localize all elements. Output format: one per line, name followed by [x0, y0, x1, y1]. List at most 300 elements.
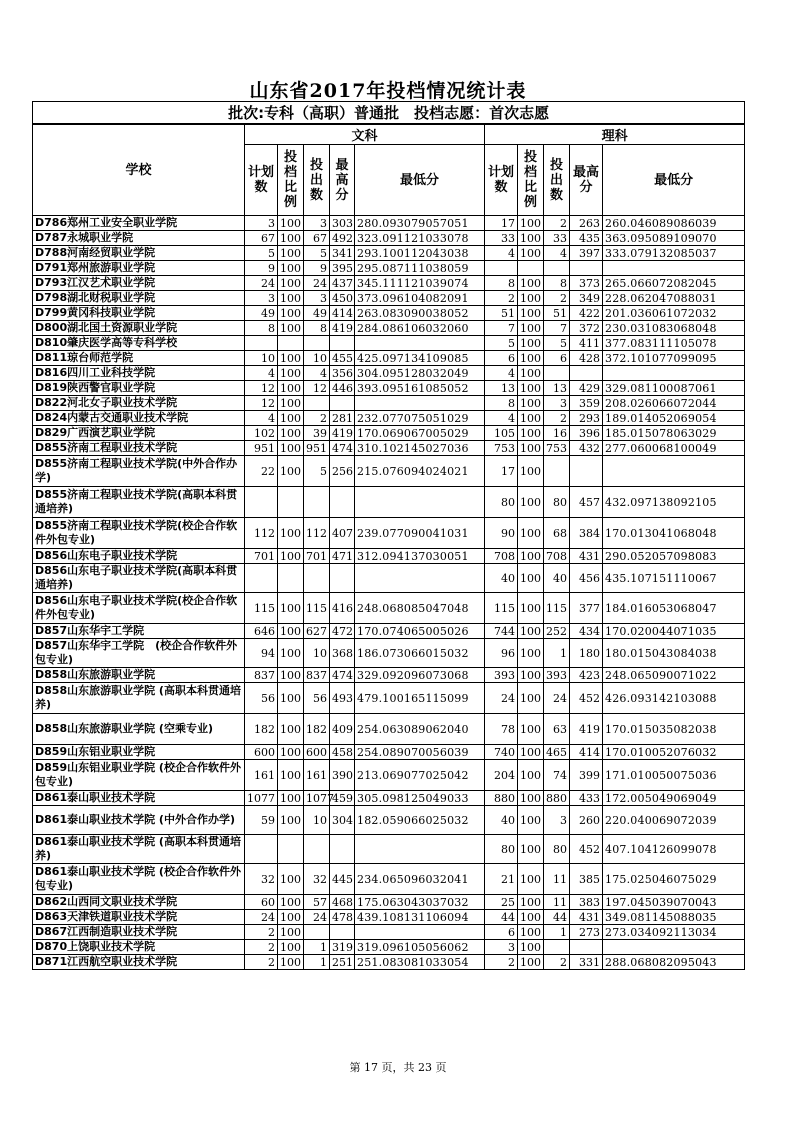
like-out-cell: 708 [544, 549, 570, 564]
like-plan-cell: 204 [485, 760, 518, 791]
like-min-cell: 220.040069072039 [603, 806, 745, 835]
wenke-min-cell: 182.059066025032 [355, 806, 485, 835]
wenke-ratio-cell: 100 [278, 683, 304, 714]
school-name-cell: D816四川工业科技学院 [33, 366, 245, 381]
wenke-min-cell: 251.083081033054 [355, 955, 485, 970]
like-max-cell: 377 [570, 593, 603, 624]
wenke-max-cell: 414 [330, 306, 355, 321]
wenke-ratio-cell: 100 [278, 366, 304, 381]
like-max-cell: 414 [570, 745, 603, 760]
table-row [33, 351, 745, 366]
like-ratio-cell: 100 [518, 411, 544, 426]
like-out-cell: 80 [544, 487, 570, 518]
like-out-cell: 1 [544, 639, 570, 668]
like-plan-cell: 80 [485, 835, 518, 864]
wenke-min-cell: 479.100165115099 [355, 683, 485, 714]
like-ratio-cell: 100 [518, 624, 544, 639]
wenke-ratio-cell: 100 [278, 925, 304, 940]
wenke-ratio-cell: 100 [278, 231, 304, 246]
school-name-cell: D863天津铁道职业技术学院 [33, 910, 245, 925]
school-name-cell: D861泰山职业技术学院 (中外合作办学) [33, 806, 245, 835]
like-min-cell: 185.015078063029 [603, 426, 745, 441]
table-row [33, 639, 745, 668]
like-plan-cell: 78 [485, 714, 518, 745]
like-plan-cell: 17 [485, 216, 518, 231]
like-max-cell: 349 [570, 291, 603, 306]
wenke-max-header: 最高分 [330, 145, 355, 216]
school-name-cell: D861泰山职业技术学院 [33, 791, 245, 806]
table-row [33, 396, 745, 411]
school-name-cell: D856山东电子职业技术学院(高职本科贯通培养) [33, 564, 245, 593]
table-row [33, 487, 745, 518]
wenke-max-cell: 446 [330, 381, 355, 396]
like-max-cell: 457 [570, 487, 603, 518]
like-max-header: 最高分 [570, 145, 603, 216]
like-out-cell: 393 [544, 668, 570, 683]
like-out-cell: 8 [544, 276, 570, 291]
wenke-out-cell: 2 [304, 411, 330, 426]
wenke-group-header: 文科 [245, 124, 485, 145]
like-min-cell: 172.005049069049 [603, 791, 745, 806]
school-name-cell: D793江汉艺术职业学院 [33, 276, 245, 291]
school-name-cell: D822河北女子职业技术学院 [33, 396, 245, 411]
like-ratio-cell: 100 [518, 396, 544, 411]
wenke-max-cell: 407 [330, 518, 355, 549]
wenke-out-cell: 701 [304, 549, 330, 564]
table-row [33, 456, 745, 487]
wenke-ratio-cell: 100 [278, 246, 304, 261]
like-max-cell: 452 [570, 683, 603, 714]
like-out-cell: 11 [544, 895, 570, 910]
wenke-ratio-cell: 100 [278, 381, 304, 396]
wenke-out-cell: 600 [304, 745, 330, 760]
wenke-out-cell: 182 [304, 714, 330, 745]
like-ratio-header: 投档比例 [518, 145, 544, 216]
like-out-cell: 51 [544, 306, 570, 321]
wenke-plan-header: 计划数 [245, 145, 278, 216]
like-ratio-cell: 100 [518, 683, 544, 714]
school-name-cell: D819陕西警官职业学院 [33, 381, 245, 396]
like-min-cell: 329.081100087061 [603, 381, 745, 396]
wenke-out-cell: 49 [304, 306, 330, 321]
wenke-max-cell: 474 [330, 668, 355, 683]
wenke-out-cell [304, 396, 330, 411]
like-out-cell: 1 [544, 925, 570, 940]
like-out-cell: 3 [544, 396, 570, 411]
table-row [33, 231, 745, 246]
table-row [33, 549, 745, 564]
like-ratio-cell: 100 [518, 895, 544, 910]
like-out-cell: 7 [544, 321, 570, 336]
table-row [33, 925, 745, 940]
like-ratio-cell: 100 [518, 564, 544, 593]
like-ratio-cell: 100 [518, 231, 544, 246]
like-plan-cell: 880 [485, 791, 518, 806]
wenke-min-cell: 345.111121039074 [355, 276, 485, 291]
wenke-out-cell: 951 [304, 441, 330, 456]
like-out-cell: 2 [544, 291, 570, 306]
like-out-cell: 2 [544, 411, 570, 426]
wenke-max-cell: 478 [330, 910, 355, 925]
like-plan-cell: 3 [485, 940, 518, 955]
wenke-out-cell: 161 [304, 760, 330, 791]
wenke-ratio-cell: 100 [278, 624, 304, 639]
school-name-cell: D855济南工程职业技术学院(高职本科贯通培养) [33, 487, 245, 518]
like-out-cell: 63 [544, 714, 570, 745]
table-row [33, 624, 745, 639]
school-name-cell: D858山东旅游职业学院 (高职本科贯通培养) [33, 683, 245, 714]
table-row [33, 910, 745, 925]
like-min-cell: 170.015035082038 [603, 714, 745, 745]
like-plan-cell: 105 [485, 426, 518, 441]
like-ratio-cell: 100 [518, 925, 544, 940]
wenke-max-cell: 395 [330, 261, 355, 276]
wenke-max-cell [330, 487, 355, 518]
like-max-cell: 260 [570, 806, 603, 835]
school-name-cell: D787永城职业学院 [33, 231, 245, 246]
like-ratio-cell: 100 [518, 351, 544, 366]
table-row [33, 835, 745, 864]
wenke-ratio-header: 投档比例 [278, 145, 304, 216]
like-min-cell: 349.081145088035 [603, 910, 745, 925]
like-ratio-cell [518, 261, 544, 276]
wenke-out-cell [304, 925, 330, 940]
like-ratio-cell: 100 [518, 593, 544, 624]
wenke-ratio-cell: 100 [278, 910, 304, 925]
wenke-max-cell [330, 336, 355, 351]
wenke-plan-cell: 600 [245, 745, 278, 760]
school-name-cell: D855济南工程职业技术学院(中外合作办学) [33, 456, 245, 487]
like-max-cell: 331 [570, 955, 603, 970]
wenke-out-cell: 12 [304, 381, 330, 396]
like-min-cell: 170.020044071035 [603, 624, 745, 639]
like-max-cell: 411 [570, 336, 603, 351]
wenke-ratio-cell: 100 [278, 441, 304, 456]
wenke-min-cell: 263.083090038052 [355, 306, 485, 321]
like-plan-cell: 8 [485, 276, 518, 291]
wenke-plan-cell [245, 564, 278, 593]
like-plan-cell: 80 [485, 487, 518, 518]
wenke-min-cell: 186.073066015032 [355, 639, 485, 668]
wenke-ratio-cell: 100 [278, 456, 304, 487]
wenke-min-cell: 254.089070056039 [355, 745, 485, 760]
wenke-plan-cell [245, 336, 278, 351]
wenke-plan-cell: 5 [245, 246, 278, 261]
wenke-max-cell: 472 [330, 624, 355, 639]
like-min-cell: 180.015043084038 [603, 639, 745, 668]
admission-table [32, 101, 745, 970]
wenke-ratio-cell: 100 [278, 940, 304, 955]
like-min-cell [603, 940, 745, 955]
like-max-cell: 396 [570, 426, 603, 441]
like-min-cell: 248.065090071022 [603, 668, 745, 683]
like-plan-cell: 44 [485, 910, 518, 925]
wenke-max-cell: 368 [330, 639, 355, 668]
wenke-ratio-cell: 100 [278, 745, 304, 760]
wenke-min-cell [355, 925, 485, 940]
wenke-ratio-cell: 100 [278, 791, 304, 806]
wenke-min-cell: 284.086106032060 [355, 321, 485, 336]
wenke-max-cell: 468 [330, 895, 355, 910]
wenke-plan-cell: 24 [245, 910, 278, 925]
wenke-max-cell: 459 [330, 791, 355, 806]
wenke-max-cell: 319 [330, 940, 355, 955]
wenke-max-cell: 251 [330, 955, 355, 970]
like-plan-cell: 753 [485, 441, 518, 456]
wenke-plan-cell: 60 [245, 895, 278, 910]
like-plan-cell: 40 [485, 564, 518, 593]
wenke-ratio-cell: 100 [278, 261, 304, 276]
wenke-max-cell: 281 [330, 411, 355, 426]
like-min-cell: 435.107151110067 [603, 564, 745, 593]
like-plan-cell: 2 [485, 955, 518, 970]
like-out-cell: 115 [544, 593, 570, 624]
like-plan-cell: 6 [485, 351, 518, 366]
wenke-out-cell: 10 [304, 639, 330, 668]
like-min-cell: 171.010050075036 [603, 760, 745, 791]
like-max-cell: 429 [570, 381, 603, 396]
wenke-plan-cell: 10 [245, 351, 278, 366]
wenke-min-cell [355, 336, 485, 351]
school-name-cell: D855济南工程职业技术学院(校企合作软件外包专业) [33, 518, 245, 549]
school-name-cell: D856山东电子职业技术学院 [33, 549, 245, 564]
school-name-cell: D858山东旅游职业学院 (空乘专业) [33, 714, 245, 745]
table-row [33, 683, 745, 714]
like-max-cell: 428 [570, 351, 603, 366]
batch-info: 批次:专科（高职）普通批 投档志愿：首次志愿 [33, 102, 745, 125]
like-max-cell: 373 [570, 276, 603, 291]
wenke-out-cell: 10 [304, 806, 330, 835]
wenke-min-cell: 373.096104082091 [355, 291, 485, 306]
like-max-cell: 434 [570, 624, 603, 639]
wenke-plan-cell: 4 [245, 411, 278, 426]
like-out-cell: 11 [544, 864, 570, 895]
wenke-min-cell: 393.095161085052 [355, 381, 485, 396]
like-max-cell: 431 [570, 549, 603, 564]
like-plan-cell: 744 [485, 624, 518, 639]
like-ratio-cell: 100 [518, 864, 544, 895]
table-row [33, 261, 745, 276]
wenke-plan-cell: 161 [245, 760, 278, 791]
like-max-cell: 435 [570, 231, 603, 246]
like-out-cell [544, 456, 570, 487]
wenke-ratio-cell: 100 [278, 306, 304, 321]
like-out-cell: 74 [544, 760, 570, 791]
like-ratio-cell: 100 [518, 246, 544, 261]
wenke-max-cell: 493 [330, 683, 355, 714]
like-plan-cell: 4 [485, 366, 518, 381]
like-out-cell: 5 [544, 336, 570, 351]
wenke-max-cell: 445 [330, 864, 355, 895]
school-name-cell: D856山东电子职业技术学院(校企合作软件外包专业) [33, 593, 245, 624]
like-min-cell: 363.095089109070 [603, 231, 745, 246]
wenke-ratio-cell: 100 [278, 216, 304, 231]
school-name-cell: D810肇庆医学高等专科学校 [33, 336, 245, 351]
wenke-out-cell [304, 835, 330, 864]
like-min-cell: 197.045039070043 [603, 895, 745, 910]
like-min-cell: 208.026066072044 [603, 396, 745, 411]
wenke-out-cell: 627 [304, 624, 330, 639]
like-out-cell: 44 [544, 910, 570, 925]
like-out-cell: 24 [544, 683, 570, 714]
table-row [33, 291, 745, 306]
like-ratio-cell: 100 [518, 276, 544, 291]
like-ratio-cell: 100 [518, 760, 544, 791]
wenke-out-cell [304, 564, 330, 593]
wenke-max-cell [330, 835, 355, 864]
wenke-max-cell: 341 [330, 246, 355, 261]
table-row [33, 336, 745, 351]
like-max-cell: 372 [570, 321, 603, 336]
table-row [33, 411, 745, 426]
wenke-plan-cell: 115 [245, 593, 278, 624]
like-min-cell: 170.010052076032 [603, 745, 745, 760]
wenke-ratio-cell: 100 [278, 549, 304, 564]
like-max-cell: 419 [570, 714, 603, 745]
wenke-max-cell: 409 [330, 714, 355, 745]
table-row [33, 381, 745, 396]
wenke-max-cell: 492 [330, 231, 355, 246]
like-min-header: 最低分 [603, 145, 745, 216]
like-max-cell: 433 [570, 791, 603, 806]
school-name-cell: D791郑州旅游职业学院 [33, 261, 245, 276]
like-out-header: 投出数 [544, 145, 570, 216]
wenke-ratio-cell: 100 [278, 518, 304, 549]
wenke-out-cell: 5 [304, 456, 330, 487]
wenke-plan-cell: 59 [245, 806, 278, 835]
table-row [33, 895, 745, 910]
like-out-cell: 252 [544, 624, 570, 639]
like-max-cell: 384 [570, 518, 603, 549]
wenke-out-header: 投出数 [304, 145, 330, 216]
table-row [33, 246, 745, 261]
like-min-cell: 265.066072082045 [603, 276, 745, 291]
wenke-ratio-cell: 100 [278, 276, 304, 291]
wenke-out-cell: 115 [304, 593, 330, 624]
like-ratio-cell: 100 [518, 306, 544, 321]
wenke-ratio-cell: 100 [278, 806, 304, 835]
table-row [33, 791, 745, 806]
wenke-plan-cell: 9 [245, 261, 278, 276]
like-min-cell: 407.104126099078 [603, 835, 745, 864]
like-out-cell [544, 261, 570, 276]
like-min-cell: 333.079132085037 [603, 246, 745, 261]
like-ratio-cell: 100 [518, 366, 544, 381]
like-plan-cell: 90 [485, 518, 518, 549]
page-footer: 第 17 页，共 23 页 [349, 1061, 447, 1074]
like-min-cell [603, 261, 745, 276]
like-max-cell: 273 [570, 925, 603, 940]
like-plan-cell: 7 [485, 321, 518, 336]
like-ratio-cell: 100 [518, 291, 544, 306]
like-out-cell: 4 [544, 246, 570, 261]
like-min-cell: 230.031083068048 [603, 321, 745, 336]
like-plan-cell: 13 [485, 381, 518, 396]
like-out-cell: 465 [544, 745, 570, 760]
like-out-cell: 33 [544, 231, 570, 246]
like-plan-cell: 708 [485, 549, 518, 564]
like-ratio-cell: 100 [518, 806, 544, 835]
wenke-plan-cell: 8 [245, 321, 278, 336]
wenke-plan-cell [245, 835, 278, 864]
wenke-min-cell: 254.063089062040 [355, 714, 485, 745]
wenke-out-cell: 5 [304, 246, 330, 261]
like-out-cell: 2 [544, 955, 570, 970]
wenke-max-cell: 304 [330, 806, 355, 835]
like-out-cell [544, 940, 570, 955]
wenke-max-cell: 455 [330, 351, 355, 366]
wenke-plan-cell: 182 [245, 714, 278, 745]
like-max-cell: 431 [570, 910, 603, 925]
wenke-ratio-cell: 100 [278, 321, 304, 336]
table-row [33, 940, 745, 955]
wenke-min-cell: 293.100112043038 [355, 246, 485, 261]
wenke-plan-cell: 24 [245, 276, 278, 291]
like-plan-cell: 6 [485, 925, 518, 940]
wenke-out-cell: 3 [304, 216, 330, 231]
like-min-cell: 290.052057098083 [603, 549, 745, 564]
school-name-cell: D857山东华宇工学院 [33, 624, 245, 639]
like-min-cell: 273.034092113034 [603, 925, 745, 940]
wenke-min-cell: 304.095128032049 [355, 366, 485, 381]
wenke-plan-cell: 56 [245, 683, 278, 714]
wenke-max-cell: 458 [330, 745, 355, 760]
like-plan-cell: 17 [485, 456, 518, 487]
like-ratio-cell: 100 [518, 940, 544, 955]
wenke-min-cell: 234.065096032041 [355, 864, 485, 895]
wenke-ratio-cell: 100 [278, 426, 304, 441]
wenke-plan-cell: 49 [245, 306, 278, 321]
like-max-cell: 423 [570, 668, 603, 683]
wenke-plan-cell: 3 [245, 216, 278, 231]
table-row [33, 276, 745, 291]
school-name-cell: D861泰山职业技术学院 (校企合作软件外包专业) [33, 864, 245, 895]
wenke-ratio-cell [278, 564, 304, 593]
wenke-out-cell: 1077 [304, 791, 330, 806]
wenke-out-cell: 57 [304, 895, 330, 910]
like-min-cell: 189.014052069054 [603, 411, 745, 426]
like-ratio-cell: 100 [518, 321, 544, 336]
like-plan-cell: 115 [485, 593, 518, 624]
wenke-out-cell: 4 [304, 366, 330, 381]
school-name-cell: D870上饶职业技术学院 [33, 940, 245, 955]
school-name-cell: D800湖北国土资源职业学院 [33, 321, 245, 336]
like-plan-cell [485, 261, 518, 276]
like-out-cell: 13 [544, 381, 570, 396]
like-max-cell: 383 [570, 895, 603, 910]
like-min-cell: 260.046089086039 [603, 216, 745, 231]
like-min-cell: 228.062047088031 [603, 291, 745, 306]
like-min-cell: 277.060068100049 [603, 441, 745, 456]
like-plan-cell: 21 [485, 864, 518, 895]
school-name-cell: D861泰山职业技术学院 (高职本科贯通培养) [33, 835, 245, 864]
like-plan-cell: 4 [485, 246, 518, 261]
wenke-plan-cell: 1077 [245, 791, 278, 806]
like-min-cell: 372.101077099095 [603, 351, 745, 366]
like-max-cell: 456 [570, 564, 603, 593]
wenke-plan-cell [245, 487, 278, 518]
wenke-out-cell: 9 [304, 261, 330, 276]
wenke-max-cell: 303 [330, 216, 355, 231]
wenke-ratio-cell: 100 [278, 864, 304, 895]
like-out-cell: 880 [544, 791, 570, 806]
like-plan-cell: 393 [485, 668, 518, 683]
wenke-min-cell: 175.063043037032 [355, 895, 485, 910]
like-max-cell: 422 [570, 306, 603, 321]
school-name-cell: D857山东华宇工学院 (校企合作软件外包专业) [33, 639, 245, 668]
like-max-cell [570, 940, 603, 955]
wenke-out-cell: 3 [304, 291, 330, 306]
